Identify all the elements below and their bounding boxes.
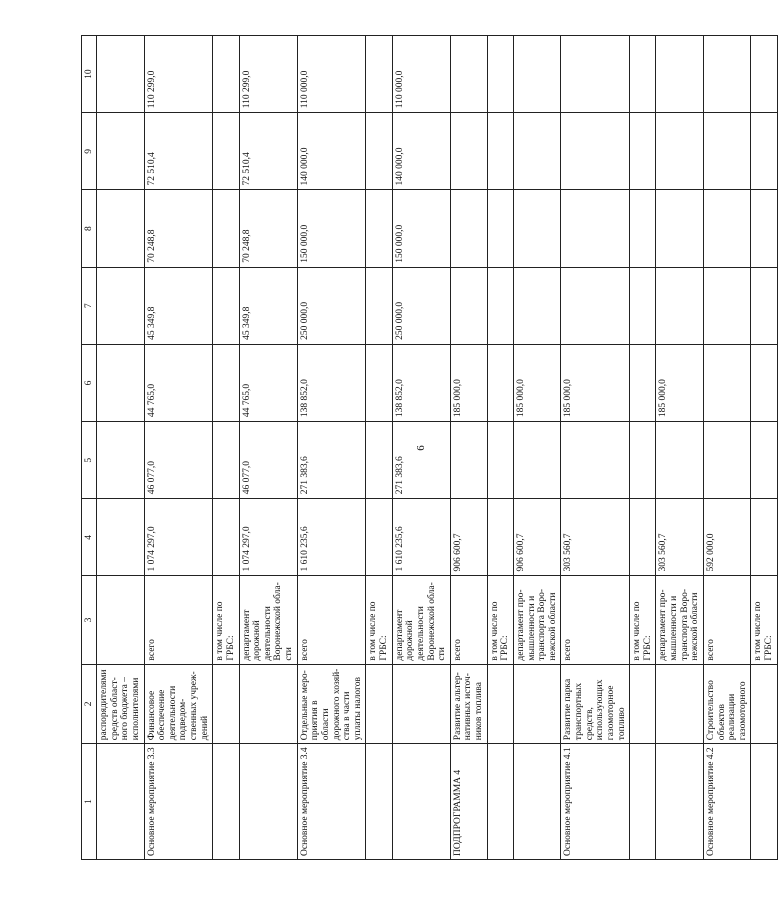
column-number-header: 8 — [82, 190, 97, 267]
table-cell-c4: 906 600,7 — [513, 499, 561, 576]
table-cell-c9: 72 510,4 — [239, 113, 297, 190]
table-cell-c9 — [703, 113, 751, 190]
table-cell-c6: 185 000,0 — [450, 344, 487, 421]
table-cell-c8 — [703, 190, 751, 267]
table-cell-c3: в том числе по ГРБС: — [630, 576, 656, 664]
table-cell-c4 — [97, 499, 145, 576]
column-number-header: 7 — [82, 267, 97, 344]
table-cell-c5: 271 383,6 — [297, 422, 366, 499]
table-row — [703, 36, 751, 860]
table-cell-c10: 110 000,0 — [392, 36, 450, 113]
table-cell-c6: 185 000,0 — [513, 344, 561, 421]
table-cell-c8 — [487, 190, 513, 267]
table-cell-c7 — [656, 267, 704, 344]
table-cell-c5 — [630, 422, 656, 499]
table-cell-c10 — [703, 36, 751, 113]
table-row — [297, 36, 366, 860]
table-cell-c10 — [630, 36, 656, 113]
table-cell-c8 — [97, 190, 145, 267]
table-cell-c10 — [561, 36, 630, 113]
table-cell-c10 — [751, 36, 777, 113]
table-cell-c8: 70 248,8 — [239, 190, 297, 267]
table-cell-c4: 303 560,7 — [656, 499, 704, 576]
table-cell-c1 — [213, 744, 239, 860]
table-cell-c6 — [97, 344, 145, 421]
table-cell-c7 — [630, 267, 656, 344]
table-cell-c2: Строительство объектов реализации газомоторного — [703, 664, 751, 744]
table-cell-c8 — [630, 190, 656, 267]
table-cell-c2: Развитие альтернативных источников топлива — [450, 664, 487, 744]
table-cell-c5: 46 077,0 — [239, 422, 297, 499]
table-row — [561, 36, 630, 860]
table-cell-c10 — [513, 36, 561, 113]
table-cell-c7: 250 000,0 — [392, 267, 450, 344]
table-cell-c9 — [487, 113, 513, 190]
table-cell-c9 — [630, 113, 656, 190]
table-cell-c8 — [513, 190, 561, 267]
table-cell-c1 — [656, 744, 704, 860]
table-cell-c8: 150 000,0 — [392, 190, 450, 267]
table-row — [751, 36, 777, 860]
table-cell-c5 — [703, 422, 751, 499]
table-cell-c1 — [97, 744, 145, 860]
table-cell-c3: всего — [297, 576, 366, 664]
table-cell-c5 — [213, 422, 239, 499]
table-cell-c2 — [392, 664, 450, 744]
table-cell-c2 — [513, 664, 561, 744]
table-cell-c9 — [213, 113, 239, 190]
table-cell-c4: 906 600,7 — [450, 499, 487, 576]
table-cell-c7 — [366, 267, 392, 344]
table-cell-c10 — [97, 36, 145, 113]
table-cell-c8 — [656, 190, 704, 267]
table-cell-c10 — [213, 36, 239, 113]
table-cell-c4 — [751, 499, 777, 576]
table-cell-c2 — [213, 664, 239, 744]
table-cell-c6 — [751, 344, 777, 421]
table-cell-c5: 271 383,6 — [392, 422, 450, 499]
table-cell-c4 — [630, 499, 656, 576]
table-cell-c9: 72 510,4 — [144, 113, 213, 190]
table-cell-c7 — [513, 267, 561, 344]
table-cell-c6: 185 000,0 — [561, 344, 630, 421]
table-cell-c1: Основное мероприятие 4.1 — [561, 744, 630, 860]
table-cell-c4: 1 074 297,0 — [144, 499, 213, 576]
table-cell-c5: 46 077,0 — [144, 422, 213, 499]
table-cell-c6 — [630, 344, 656, 421]
table-cell-c3: в том числе по ГРБС: — [213, 576, 239, 664]
table-cell-c3 — [97, 576, 145, 664]
table-cell-c2: Развитие парка транспортных средств, использующих газомоторное топливо — [561, 664, 630, 744]
table-cell-c6 — [213, 344, 239, 421]
table-cell-c5 — [450, 422, 487, 499]
rotated-table-wrapper — [81, 35, 774, 860]
table-cell-c6: 44 765,0 — [239, 344, 297, 421]
column-number-header: 3 — [82, 576, 97, 664]
table-cell-c7 — [450, 267, 487, 344]
table-cell-c5 — [97, 422, 145, 499]
table-cell-c1: Основное мероприятие 3.3 — [144, 744, 213, 860]
table-cell-c6: 138 852,0 — [392, 344, 450, 421]
table-cell-c4: 303 560,7 — [561, 499, 630, 576]
table-cell-c2: распорядителями средств областного бюджета – исполнителями — [97, 664, 145, 744]
table-cell-c1: ПОДПРОГРАММА 4 — [450, 744, 487, 860]
table-cell-c3: в том числе по ГРБС: — [487, 576, 513, 664]
table-cell-c3: всего — [144, 576, 213, 664]
table-cell-c5 — [656, 422, 704, 499]
table-cell-c8 — [450, 190, 487, 267]
table-cell-c6 — [487, 344, 513, 421]
table-cell-c8: 70 248,8 — [144, 190, 213, 267]
column-number-header: 1 — [82, 744, 97, 860]
table-cell-c4 — [366, 499, 392, 576]
table-cell-c1 — [751, 744, 777, 860]
table-cell-c5 — [561, 422, 630, 499]
table-cell-c3: в том числе по ГРБС: — [366, 576, 392, 664]
table-cell-c2 — [487, 664, 513, 744]
table-cell-c4: 1 074 297,0 — [239, 499, 297, 576]
column-number-header: 10 — [82, 36, 97, 113]
table-cell-c9 — [450, 113, 487, 190]
table-cell-c9 — [751, 113, 777, 190]
table-row — [144, 36, 213, 860]
table-cell-c2 — [630, 664, 656, 744]
table-cell-c6: 44 765,0 — [144, 344, 213, 421]
table-cell-c10 — [366, 36, 392, 113]
table-cell-c9: 140 000,0 — [392, 113, 450, 190]
table-cell-c6: 185 000,0 — [656, 344, 704, 421]
table-cell-c3: департамент дорожной деятельности Воронежской области — [392, 576, 450, 664]
rotated-table-area — [81, 35, 774, 860]
table-cell-c7 — [487, 267, 513, 344]
table-cell-c2 — [239, 664, 297, 744]
table-cell-c2: Финансовое обеспечение деятельности подведомственных учреждений — [144, 664, 213, 744]
table-row — [239, 36, 297, 860]
table-cell-c7: 45 349,8 — [239, 267, 297, 344]
table-cell-c1 — [392, 744, 450, 860]
table-cell-c7 — [751, 267, 777, 344]
table-cell-c10 — [450, 36, 487, 113]
column-number-header: 5 — [82, 422, 97, 499]
table-cell-c3: всего — [450, 576, 487, 664]
table-cell-c3: департамент промышленности и транспорта Воронежской области — [656, 576, 704, 664]
table-row — [366, 36, 392, 860]
table-cell-c8: 150 000,0 — [297, 190, 366, 267]
table-cell-c5 — [366, 422, 392, 499]
table-cell-c10 — [656, 36, 704, 113]
table-cell-c5 — [513, 422, 561, 499]
table-cell-c10: 110 299,0 — [144, 36, 213, 113]
table-cell-c7 — [561, 267, 630, 344]
table-cell-c10: 110 000,0 — [297, 36, 366, 113]
table-cell-c9 — [366, 113, 392, 190]
table-row — [656, 36, 704, 860]
table-cell-c2 — [366, 664, 392, 744]
column-number-header: 6 — [82, 344, 97, 421]
column-number-header-row — [82, 36, 97, 860]
table-row — [97, 36, 145, 860]
table-row — [213, 36, 239, 860]
table-cell-c1 — [366, 744, 392, 860]
table-cell-c3: всего — [561, 576, 630, 664]
table-cell-c7: 250 000,0 — [297, 267, 366, 344]
table-cell-c4: 1 610 235,6 — [297, 499, 366, 576]
table-cell-c6: 138 852,0 — [297, 344, 366, 421]
table-cell-c9 — [561, 113, 630, 190]
budget-table — [81, 35, 778, 860]
table-cell-c7: 45 349,8 — [144, 267, 213, 344]
table-cell-c2 — [656, 664, 704, 744]
table-cell-c9 — [656, 113, 704, 190]
table-row — [513, 36, 561, 860]
table-cell-c1: Основное мероприятие 4.2 — [703, 744, 751, 860]
page-number: 6 — [415, 445, 427, 451]
table-cell-c1: Основное мероприятие 3.4 — [297, 744, 366, 860]
table-row — [450, 36, 487, 860]
table-row — [392, 36, 450, 860]
table-cell-c7 — [97, 267, 145, 344]
column-number-header: 4 — [82, 499, 97, 576]
table-cell-c2 — [751, 664, 777, 744]
table-cell-c10 — [487, 36, 513, 113]
column-number-header: 2 — [82, 664, 97, 744]
table-cell-c8 — [751, 190, 777, 267]
table-cell-c1 — [239, 744, 297, 860]
table-cell-c10: 110 299,0 — [239, 36, 297, 113]
table-cell-c4 — [487, 499, 513, 576]
table-cell-c7 — [213, 267, 239, 344]
column-number-header: 9 — [82, 113, 97, 190]
table-cell-c5 — [487, 422, 513, 499]
table-cell-c3: в том числе по ГРБС: — [751, 576, 777, 664]
table-cell-c1 — [630, 744, 656, 860]
table-cell-c6 — [703, 344, 751, 421]
table-cell-c7 — [703, 267, 751, 344]
table-cell-c5 — [751, 422, 777, 499]
table-cell-c8 — [561, 190, 630, 267]
table-cell-c8 — [366, 190, 392, 267]
table-cell-c2: Отдельные мероприятия в области дорожного хозяйства в части уплаты налогов — [297, 664, 366, 744]
table-cell-c3: департамент промышленности и транспорта Воронежской области — [513, 576, 561, 664]
table-cell-c3: всего — [703, 576, 751, 664]
table-cell-c1 — [487, 744, 513, 860]
table-row — [487, 36, 513, 860]
table-cell-c4: 592 000,0 — [703, 499, 751, 576]
table-cell-c9 — [97, 113, 145, 190]
table-cell-c9 — [513, 113, 561, 190]
table-cell-c4: 1 610 235,6 — [392, 499, 450, 576]
table-cell-c3: департамент дорожной деятельности Воронежской области — [239, 576, 297, 664]
table-row — [630, 36, 656, 860]
table-cell-c8 — [213, 190, 239, 267]
table-cell-c1 — [513, 744, 561, 860]
table-cell-c6 — [366, 344, 392, 421]
table-cell-c9: 140 000,0 — [297, 113, 366, 190]
table-cell-c4 — [213, 499, 239, 576]
